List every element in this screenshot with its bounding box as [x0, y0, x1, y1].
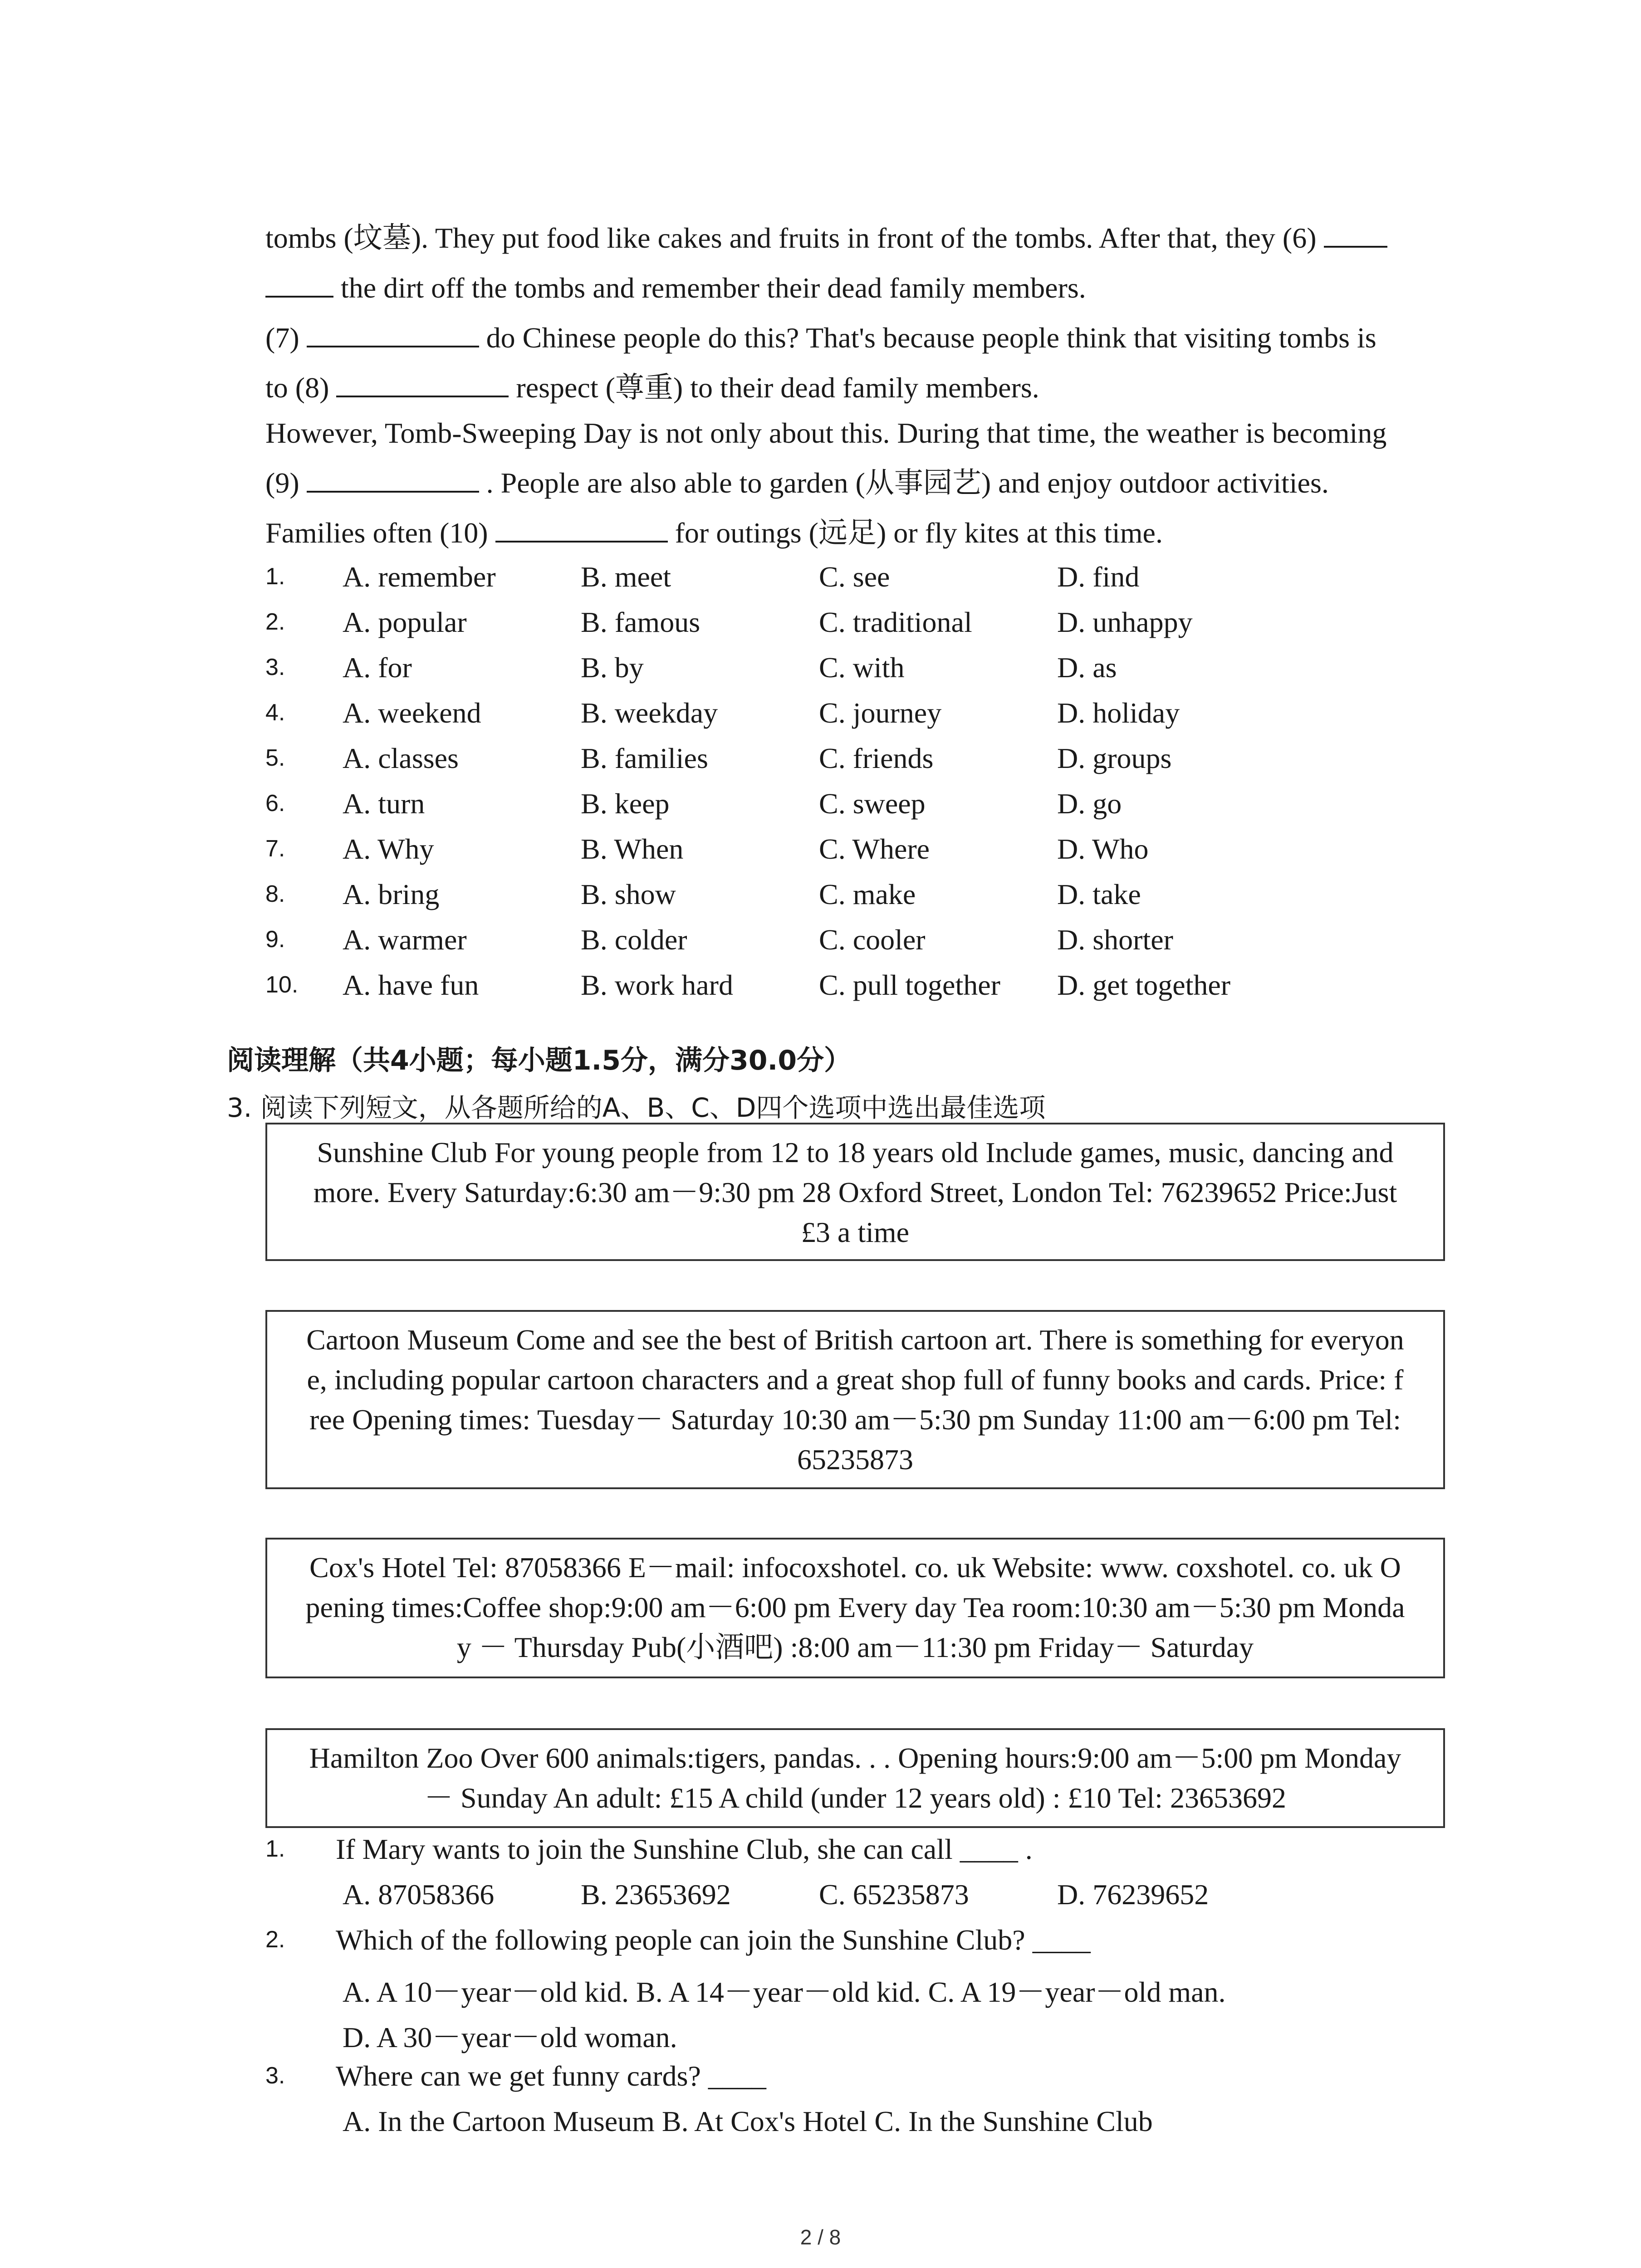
passage-line: Families often (10) for outings (远足) or fly kites at this time.: [265, 508, 1163, 558]
answer-blank: [307, 464, 479, 493]
answer-blank: [307, 319, 479, 347]
ad-coxs-hotel: Cox's Hotel Tel: 87058366 E－mail: infocoxshotel. co. uk Website: www. coxshotel. co. uk O pening times:Coffee shop:9:00 am－6:00 pm Every day Tea room:10:30 am－5:30 pm Monda y － Thursday Pub(小酒吧) :8:00 am－11:30 pm Friday－ Saturday: [265, 1538, 1445, 1678]
passage-line: the dirt off the tombs and remember their dead family members.: [265, 263, 1086, 313]
question-instruction: 3. 阅读下列短文，从各题所给的A、B、C、D四个选项中选出最佳选项: [227, 1092, 1046, 1123]
passage-line: (9) . People are also able to garden (从事园艺) and enjoy outdoor activities.: [265, 458, 1329, 508]
question-2-options-line: D. A 30－year－old woman.: [343, 2021, 677, 2053]
answer-blank: [1324, 220, 1387, 248]
ad-hamilton-zoo: Hamilton Zoo Over 600 animals:tigers, pandas. . . Opening hours:9:00 am－5:00 pm Monday － Sunday An adult: £15 A child (under 12 years old) : £10 Tel: 23653692: [265, 1728, 1445, 1828]
passage-line: to (8) respect (尊重) to their dead family members.: [265, 363, 1039, 413]
page-number: 2 / 8: [800, 2225, 841, 2249]
passage-line: tombs (坟墓). They put food like cakes and fruits in front of the tombs. After that, they (6): [265, 213, 1387, 263]
answer-blank: [265, 269, 333, 298]
ad-cartoon-museum: Cartoon Museum Come and see the best of British cartoon art. There is something for everyon e, including popular cartoon characters and a great shop full of funny books and cards. Price: f ree Opening times: Tuesday－ Saturday 10:30 am－5:30 pm Sunday 11:00 am－6:00 pm Tel: 65235873: [265, 1310, 1445, 1489]
passage-line: However, Tomb-Sweeping Day is not only about this. During that time, the weather is becoming: [265, 417, 1387, 449]
section-title: 阅读理解（共4小题；每小题1.5分，满分30.0分）: [227, 1045, 852, 1076]
question-3-options-line: A. In the Cartoon Museum B. At Cox's Hotel C. In the Sunshine Club: [343, 2105, 1153, 2137]
answer-blank: [336, 369, 509, 397]
answer-blank: [495, 514, 668, 543]
question-2-options-line: A. A 10－year－old kid. B. A 14－year－old kid. C. A 19－year－old man.: [343, 1976, 1226, 2008]
ad-sunshine-club: Sunshine Club For young people from 12 to 18 years old Include games, music, dancing and more. Every Saturday:6:30 am－9:30 pm 28 Oxford Street, London Tel: 76239652 Price:Just £3 a time: [265, 1123, 1445, 1261]
exam-page: tombs (坟墓). They put food like cakes and fruits in front of the tombs. After that, they (6) the dirt off the tombs and remember their dead family members. (7) do Chinese people do this? That's because people think that visiting tombs is to (8) respect (尊重) to their dead family members. However, Tomb-Sweeping Day is not only about this. During that time, the weather is becoming (9) . People are also able to garden (从事园艺) and enjoy outdoor activities. Families often (10) for outings (远足) or fly kites at this time. 1. A. remember B. meet C. see D. find 2. A. popular B. famous C. traditional D. unhappy 3. A. for B. by C. with D. as 4. A. weekend B. weekday C. journey D. holiday 5. A. classes B. families C. friends D. groups 6. A. turn B. keep C. sweep D. go 7. A. Why B. When C. Where D. Who 8. A. bring B. show C. make D. take 9. A. warmer B. colder C. cooler D. shorter 10. A. have fun B. work hard C. pull together D. get together 阅读理解（共4小题；每小题1.5分，满分30.0分） 3. 阅读下列短文，从各题所给的A、B、C、D四个选项中选出最佳选项 Sunshine Club For young people from 12 to 18 years old Include games, music, dancing and more. Every Saturday:6:30 am－9:30 pm 28 Oxford Street, London Tel: 76239652 Price:Just £3 a time Cartoon Museum Come and see the best of British cartoon art. There is something for everyon e, including popular cartoon characters and a great shop full of funny books and cards. Price: f ree Opening times: Tuesday－ Saturday 10:30 am－5:30 pm Sunday 11:00 am－6:00 pm Tel: 65235873 Cox's Hotel Tel: 87058366 E－mail: infocoxshotel. co. uk Website: www. coxshotel. co. uk O pening times:Coffee shop:9:00 am－6:00 pm Every day Tea room:10:30 am－5:30 pm Monda y － Thursday Pub(小酒吧) :8:00 am－11:30 pm Friday－ Saturday Hamilton Zoo Over 600 animals:tigers, pandas. . . Opening hours:9:00 am－5:00 pm Monday － Sunday An adult: £15 A child (under 12 years old) : £10 Tel: 23653692 1. If Mary wants to join the Sunshine Club, she can call ____ . A. 87058366 B. 23653692 C. 65235873 D. 76239652 2. Which of the following people can join the Sunshine Club? ____ A. A 10－year－old kid. B. A 14－year－old kid. C. A 19－year－old man. D. A 30－year－old woman. 3. Where can we get funny cards? ____ A. In the Cartoon Museum B. At Cox's Hotel C. In the Sunshine Club 2 / 8: [0, 0, 1641, 2268]
passage-line: (7) do Chinese people do this? That's because people think that visiting tombs is: [265, 313, 1376, 363]
